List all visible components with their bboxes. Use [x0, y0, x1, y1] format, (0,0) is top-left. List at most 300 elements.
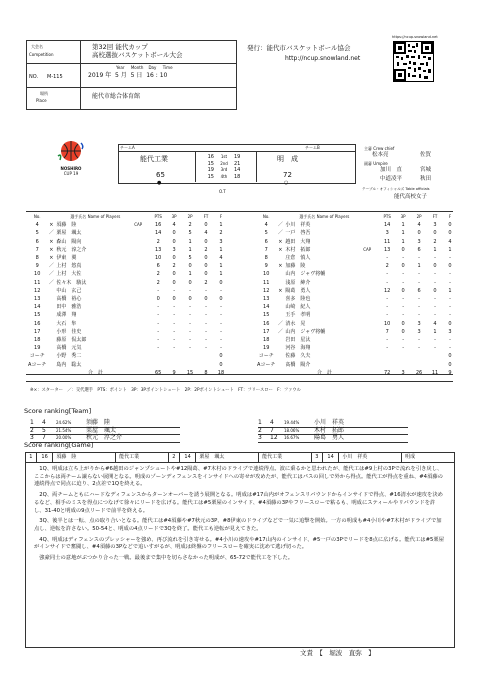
stat-p3: 0 [172, 230, 176, 237]
game-ranking-points: 16 [37, 453, 54, 462]
stat-ft: 2 [204, 279, 208, 286]
stat-p3: - [173, 345, 176, 352]
starter-mark: ／ [48, 279, 54, 286]
player-name: 山崎 紀人 [285, 304, 311, 311]
quarter-row [196, 174, 254, 181]
player-number: 5 [264, 230, 268, 237]
table-row [257, 311, 457, 319]
total-spacer [363, 369, 379, 377]
stat-f: - [449, 345, 451, 352]
stat-p3: - [173, 328, 176, 335]
stat-p3: - [173, 337, 176, 344]
stat-p3: 0 [172, 279, 176, 286]
player-number: 5 [35, 230, 39, 237]
stat-ft: 0 [204, 296, 208, 303]
ranking-pct: 21.54% [56, 427, 72, 433]
total-spacer [275, 369, 285, 377]
stat-pts: - [386, 312, 389, 319]
table-row [257, 361, 457, 369]
stat-f: 0 [448, 263, 452, 270]
stat-f: - [220, 304, 222, 311]
captain-mark [363, 221, 379, 229]
stat-p2: - [418, 255, 420, 262]
stat-f: 0 [448, 222, 452, 229]
stat-pts: 2 [156, 271, 160, 278]
starter-mark [275, 270, 285, 278]
stat-f: - [449, 255, 451, 262]
player-number: 16 [34, 320, 41, 327]
stat-f: - [220, 328, 222, 335]
team-a-result-mark: ● [157, 180, 162, 186]
stat-p2: 5 [188, 255, 192, 262]
captain-mark [363, 320, 379, 328]
header-cell: 3P [171, 214, 177, 219]
ranking-rank: 3 [30, 434, 34, 441]
crew-chief-label: 主審 Crew chief [364, 146, 395, 151]
table-row [28, 311, 228, 319]
stat-ft: 1 [433, 328, 437, 335]
stat-ft: 0 [204, 222, 208, 229]
starter-mark: ／ [277, 320, 283, 327]
player-name: 浅原 紳介 [285, 279, 311, 286]
table-header [257, 213, 457, 221]
stat-ft: - [434, 296, 436, 303]
game-ranking-rank: 2 [169, 453, 180, 462]
stat-ft: - [434, 279, 436, 286]
report-paragraph: 3Q、後半とは一転、点の取り合いとなる。能代工は#4須藤や#7秋元の3P、#8伊東のドライブなどで一気に追撃を開始。一方の明成も#4小川や#7木村がドライブで加点し、逆転を許さない。50-54と、明成の4点リードで3Qを終了。能代工も逆転が見えてきた。 [34, 518, 442, 532]
header-cell: PTS [154, 214, 162, 219]
stat-p3: - [402, 271, 405, 278]
captain-mark [134, 352, 150, 360]
stat-p2: 0 [188, 279, 192, 286]
ranking-number: 4 [270, 419, 274, 426]
qr-url: https://ncup.snowland.net [392, 35, 438, 39]
site-url[interactable]: http://ncup.snowland.net [285, 55, 361, 62]
stat-pts: - [386, 296, 389, 303]
ranking-number: 5 [42, 426, 46, 434]
player-name: 成澤 翔 [56, 312, 77, 319]
stat-p3: - [402, 304, 405, 311]
header-cell: 2P [416, 214, 422, 219]
player-number: Aコーチ [28, 361, 47, 368]
qr-code[interactable] [393, 41, 434, 82]
stat-p3 [166, 352, 182, 360]
stat-p2: 3 [417, 238, 421, 245]
stat-p2: 0 [188, 296, 192, 303]
stat-p3: 2 [172, 263, 176, 270]
player-name: 森山 陽向 [56, 238, 82, 245]
stat-ft: - [205, 337, 207, 344]
player-name: 陽葛 勇人 [285, 287, 311, 294]
stat-p2: - [418, 296, 420, 303]
competition-title: 第32回 能代カップ 高校選抜バスケットボール大会 [92, 43, 183, 59]
stat-pts: 2 [385, 263, 389, 270]
starter-mark [275, 254, 285, 262]
starter-mark: × [49, 238, 54, 245]
total-label: 合 計 [87, 369, 103, 376]
stat-pts [379, 352, 395, 360]
stat-f: 3 [448, 328, 452, 335]
stat-p3: - [173, 312, 176, 319]
stat-p2: 0 [188, 263, 192, 270]
captain-mark [134, 344, 150, 352]
player-name: 上村 大佐 [56, 271, 82, 278]
game-ranking-points: 14 [180, 453, 197, 462]
player-number: 9 [35, 263, 39, 270]
stat-pts: 16 [154, 222, 162, 229]
player-number: 8 [35, 255, 39, 262]
stat-pts: - [157, 337, 160, 344]
quarter-score-a: 15 [207, 160, 214, 167]
starter-mark [275, 361, 285, 369]
starter-mark: ／ [277, 222, 283, 229]
stat-p3: 1 [401, 230, 405, 237]
player-number: 4 [35, 222, 39, 229]
stat-p3: - [402, 279, 405, 286]
venue: 能代市総合体育館 [92, 93, 141, 100]
stat-ft: - [434, 312, 436, 319]
table-officials: 能代高校女子 [394, 194, 428, 200]
stat-p2: - [418, 271, 420, 278]
stat-ft: 0 [204, 263, 208, 270]
ranking-number: 7 [270, 426, 274, 434]
team-b-label: チームB [305, 145, 320, 150]
stat-f: - [220, 345, 222, 352]
stat-p3 [395, 361, 411, 369]
stat-ft: 4 [433, 320, 437, 327]
ranking-pct: 19.44% [284, 420, 300, 425]
player-number: 17 [34, 328, 41, 335]
table-row [257, 303, 457, 311]
stat-f: 1 [219, 263, 223, 270]
player-number: 7 [35, 246, 39, 253]
stat-pts: - [386, 304, 389, 311]
team-a-stats [28, 213, 228, 377]
player-number: 12 [34, 287, 41, 294]
stat-ft: - [434, 255, 436, 262]
header-cell [134, 213, 150, 221]
report-paragraph: 4Q、明成はディフェンスのプレッシャーを強め、再び流れを引き寄せる。#4小川の速攻や#17山内のインサイド、#5一戸の3Pでリードを8点に広げる。能代工は#5栗屋がインサイドで奮闘し、#4須藤の3Pなどで追いすがるが、明成は終盤のフリースローを確実に沈めて逃げ切った。 [34, 536, 444, 551]
stat-pts: 14 [154, 230, 162, 237]
captain-mark [363, 336, 379, 344]
captain-mark [134, 279, 150, 287]
player-number: 7 [264, 246, 268, 253]
stat-pts: - [157, 304, 160, 311]
ranking-pct: 20.00% [56, 435, 72, 440]
stat-f: 0 [219, 296, 223, 303]
table-row [28, 246, 228, 254]
starter-mark: ／ [48, 263, 54, 270]
stat-ft: 0 [204, 255, 208, 262]
game-ranking-entry [169, 453, 312, 462]
header-cell: 2P [187, 214, 193, 219]
ot-label: O.T [219, 189, 226, 194]
starter-mark: × [278, 238, 283, 245]
player-name: 一戸 啓吾 [285, 230, 311, 237]
stat-ft: - [205, 345, 207, 352]
table-row [28, 328, 228, 336]
table-officials-label: テーブル・オフィシャルズ Table officials [362, 187, 430, 191]
team-a-label: チームA [120, 145, 135, 150]
stat-f: 1 [448, 246, 452, 253]
stat-ft: - [434, 337, 436, 344]
stat-p2: 1 [188, 238, 192, 245]
stat-f: - [449, 304, 451, 311]
ranking-number: 12 [270, 434, 278, 441]
ranking-number: 7 [42, 434, 46, 441]
captain-mark [363, 303, 379, 311]
captain-mark [363, 238, 379, 246]
stat-pts: 3 [385, 230, 389, 237]
captain-mark [363, 311, 379, 319]
ranking-rank: 1 [258, 419, 262, 426]
stat-ft: 4 [204, 230, 208, 237]
starter-mark [46, 336, 56, 344]
ranking-name: 陽葛 勇人 [314, 434, 345, 441]
table-row [257, 295, 457, 303]
captain-mark [134, 262, 150, 270]
stat-p3 [395, 352, 411, 360]
starter-mark: × [278, 246, 283, 253]
table-row [28, 229, 228, 237]
player-name: 藤原 侃太郎 [56, 337, 87, 344]
table-row [28, 279, 228, 287]
stat-p2: - [189, 312, 191, 319]
player-number: 13 [263, 296, 270, 303]
player-name: 小野 秀二 [56, 353, 82, 360]
player-number: 6 [264, 238, 268, 245]
stat-pts: 7 [385, 328, 389, 335]
place-label: 場所 [40, 91, 48, 96]
starter-mark [46, 320, 56, 328]
game-ranking-name: 小川 祥英 [339, 453, 402, 462]
stat-f: - [220, 312, 222, 319]
captain-mark [363, 295, 379, 303]
table-row [257, 221, 457, 229]
player-name: 山内 ジャヴ将輔 [285, 271, 326, 278]
stat-p3 [166, 361, 182, 369]
stat-p2: 1 [188, 271, 192, 278]
header-cell [275, 213, 285, 221]
player-number: 14 [34, 304, 41, 311]
stat-p3: 0 [401, 263, 405, 270]
ranking-name: 須藤 陸 [86, 419, 111, 426]
captain-mark [134, 270, 150, 278]
table-row [257, 328, 457, 336]
team-a-total: 65 [156, 171, 165, 179]
table-row [28, 287, 228, 295]
quarter-score-b: 21 [234, 160, 241, 167]
reporter-name: 堀波 直弥 [329, 649, 362, 657]
stat-ft: 1 [433, 246, 437, 253]
ranking-pct: 24.62% [56, 420, 72, 425]
captain-mark [134, 328, 150, 336]
stat-f: - [449, 337, 451, 344]
stat-p2: - [189, 345, 191, 352]
table-row [257, 279, 457, 287]
table-row [28, 262, 228, 270]
team-b-total: 72 [283, 171, 292, 179]
stat-p2: 1 [188, 246, 192, 253]
stat-p2 [411, 361, 427, 369]
stat-p2: - [418, 279, 420, 286]
stat-p3: 0 [172, 271, 176, 278]
team-b-stats [257, 213, 457, 377]
stat-pts: - [157, 345, 160, 352]
stat-p2: 1 [417, 263, 421, 270]
captain-mark [363, 344, 379, 352]
stat-p3: 0 [401, 246, 405, 253]
stat-f: 4 [219, 255, 223, 262]
stat-f: 0 [219, 279, 223, 286]
stat-p3: - [173, 320, 176, 327]
stat-p2: - [418, 312, 420, 319]
player-name: 高橋 裕心 [56, 296, 82, 303]
stat-p3: - [173, 287, 176, 294]
player-name: 小川 祥英 [285, 222, 311, 229]
starter-mark: ／ [277, 230, 283, 237]
header-cell: F [219, 214, 223, 219]
total-f: 18 [217, 369, 225, 376]
stat-ft: - [205, 312, 207, 319]
stat-pts: - [386, 345, 389, 352]
starter-mark [46, 303, 56, 311]
player-name: 中山 玄己 [56, 287, 82, 294]
report-paragraph: 1Q、明成は立ち上がりから#6越田のジャンプシュートや#12陽葛、#7木村のドライブで連続得点。波に乗るかと思われたが、能代工は#9上村の3Pで流れを引き戻し、ここからは両チーム譲らない展開となる。明成のゾーンディフェンスをインサイドへの寄せが攻めたが、能代工はパスの回しで外から得点。能代工が得点を重ね、#4須藤の連続得点で同点に迫り、2点差で1Qを終える。 [34, 466, 443, 488]
ranking-team-b [258, 420, 418, 443]
table-row [28, 303, 228, 311]
stat-p2: 3 [417, 328, 421, 335]
stat-f: 3 [219, 238, 223, 245]
stat-pts: 6 [156, 263, 160, 270]
total-spacer [28, 369, 46, 377]
quarter-score-b: 18 [234, 173, 241, 180]
stat-f: 2 [219, 230, 223, 237]
place-label-en: Place [36, 98, 47, 103]
starter-mark [275, 311, 285, 319]
game-ranking-team: 明成 [405, 454, 416, 460]
player-number: 13 [34, 296, 41, 303]
stat-p2: 5 [188, 230, 192, 237]
table-row [28, 270, 228, 278]
stat-pts: - [157, 312, 160, 319]
stat-pts: 13 [154, 246, 162, 253]
starter-mark [275, 279, 285, 287]
starter-mark: × [278, 263, 283, 270]
captain-mark [134, 361, 150, 369]
player-number: 12 [263, 287, 270, 294]
stat-p3: 0 [172, 255, 176, 262]
header-cell: FT [203, 214, 209, 219]
stat-pts: - [386, 279, 389, 286]
qr-code-icon [394, 42, 433, 81]
stat-ft: 0 [433, 287, 437, 294]
stat-p3: - [402, 255, 405, 262]
stat-f: - [220, 337, 222, 344]
captain-mark [363, 361, 379, 369]
starter-mark [46, 352, 56, 360]
noshiro-cup-logo: NOSHIRO CUP 19 [56, 140, 86, 180]
stat-pts [150, 352, 166, 360]
stat-pts: 2 [156, 238, 160, 245]
starter-mark: × [49, 222, 54, 229]
starter-mark [275, 352, 285, 360]
player-number: 19 [34, 345, 41, 352]
crew-chief: 松本亮 [372, 152, 389, 158]
game-no-label: NO. [29, 74, 39, 80]
player-number: 18 [34, 337, 41, 344]
player-name: 佐藤 久夫 [285, 353, 311, 360]
stat-f: - [449, 271, 451, 278]
table-row [257, 320, 457, 328]
umpire-1-pref: 宮城 [420, 167, 432, 173]
table-row [28, 295, 228, 303]
publisher: 発行：能代市バスケットボール協会 [247, 44, 351, 52]
header-cell: F [448, 214, 452, 219]
total-pts: 72 [383, 369, 391, 376]
header-cell: 選手氏名 Name of Players [70, 214, 121, 219]
stat-p3: - [173, 304, 176, 311]
starter-mark [46, 295, 56, 303]
captain-mark [134, 238, 150, 246]
player-name: 岩田 星汰 [285, 337, 311, 344]
header-cell: PTS [383, 214, 391, 219]
starter-mark: × [49, 246, 54, 253]
player-name: 髙橋 陽介 [285, 361, 311, 368]
ranking-name: 栗屋 颯太 [86, 426, 117, 434]
stat-f: 0 [448, 361, 452, 368]
captain-mark [134, 287, 150, 295]
header-cell [46, 213, 56, 221]
stat-ft [198, 352, 214, 360]
player-name: 清水 晃 [285, 320, 306, 327]
stat-pts: 0 [156, 296, 160, 303]
stat-p2: - [189, 337, 191, 344]
table-row [257, 270, 457, 278]
date-header: Year Month Day Time [116, 65, 173, 70]
quarter-score-b: 19 [234, 154, 241, 160]
player-name: 栗屋 颯太 [56, 230, 82, 237]
header-cell: 選手氏名 Name of Players [299, 214, 350, 219]
player-number: 17 [263, 328, 270, 335]
stat-p2: 6 [417, 287, 421, 294]
starter-mark [46, 287, 56, 295]
stat-p3: 4 [172, 222, 176, 229]
stat-p2: - [418, 345, 420, 352]
player-number: 15 [34, 312, 41, 319]
game-ranking-entry [312, 453, 455, 462]
total-f: 9 [448, 369, 452, 376]
starter-mark [46, 361, 56, 369]
game-report [34, 466, 444, 566]
ranking-name: 木村 拓郎 [314, 426, 345, 434]
stat-p2: 4 [417, 222, 421, 229]
stat-p3: - [402, 296, 405, 303]
stat-ft: 0 [204, 271, 208, 278]
table-row [257, 254, 457, 262]
stat-p3: - [402, 337, 405, 344]
table-row [28, 336, 228, 344]
ranking-name: 小川 祥英 [314, 419, 345, 426]
competition-label: 大会名 [31, 44, 43, 49]
stat-pts: 10 [383, 320, 391, 327]
stat-p3: 0 [401, 320, 405, 327]
game-date: 2019 年 5 月 5 日 16 : 10 [88, 72, 168, 79]
player-name: 庄倉 慎人 [285, 255, 311, 262]
stat-pts: - [157, 320, 160, 327]
stat-ft: - [205, 328, 207, 335]
basketball-icon [56, 140, 86, 162]
